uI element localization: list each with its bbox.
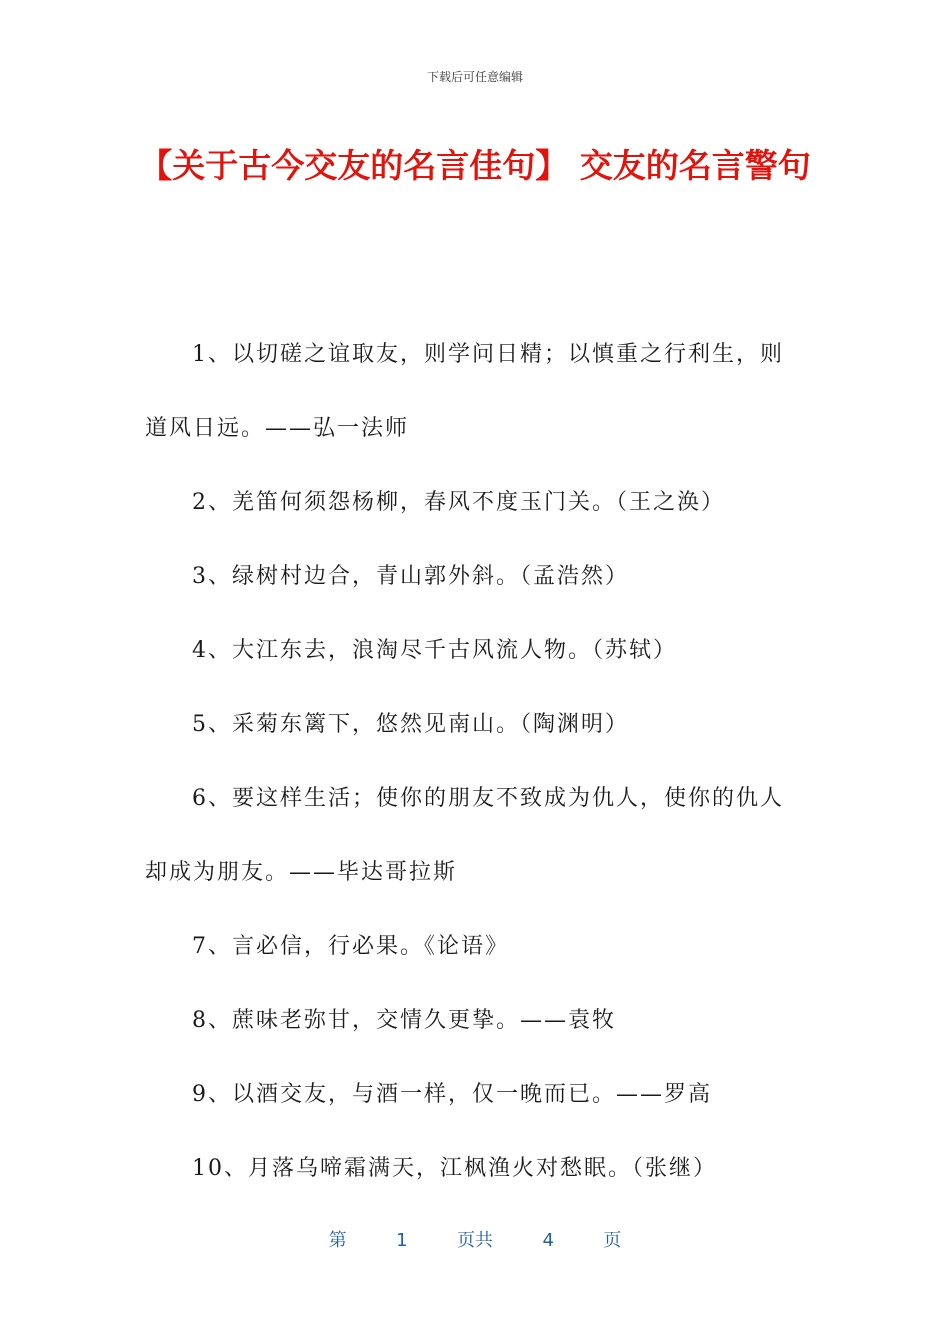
quote-paragraph: 5、采菊东篱下，悠然见南山。（陶渊明） [192, 712, 629, 737]
page-total: 4 [542, 1230, 554, 1251]
page-suffix: 页 [603, 1230, 622, 1251]
document-title: 【关于古今交友的名言佳句】 交友的名言警句 [139, 146, 811, 185]
quote-paragraph: 2、羌笛何须怨杨柳，春风不度玉门关。（王之涣） [192, 490, 725, 515]
quote-paragraph: 4、大江东去，浪淘尽千古风流人物。（苏轼） [192, 638, 677, 663]
page-mid: 页共 [457, 1230, 493, 1251]
quote-paragraph: 9、以酒交友，与酒一样，仅一晚而已。——罗高 [192, 1082, 712, 1107]
quote-paragraph: 10、月落乌啼霜满天，江枫渔火对愁眠。（张继） [192, 1156, 717, 1181]
quote-paragraph: 3、绿树村边合，青山郭外斜。（孟浩然） [192, 564, 629, 589]
quote-paragraph: 6、要这样生活；使你的朋友不致成为仇人，使你的仇人却成为朋友。——毕达哥拉斯 [145, 786, 784, 885]
quote-paragraph: 7、言必信，行必果。《论语》 [192, 934, 509, 959]
quote-paragraph: 8、蔗味老弥甘，交情久更挚。——袁牧 [192, 1008, 616, 1033]
quote-paragraph: 1、以切磋之谊取友，则学问日精；以慎重之行利生，则道风日远。——弘一法师 [145, 342, 784, 441]
page-footer [0, 1226, 950, 1252]
page-number: 1 [396, 1230, 408, 1251]
document-body [145, 318, 805, 1206]
page-prefix: 第 [328, 1230, 347, 1251]
header-note: 下载后可任意编辑 [426, 70, 523, 84]
